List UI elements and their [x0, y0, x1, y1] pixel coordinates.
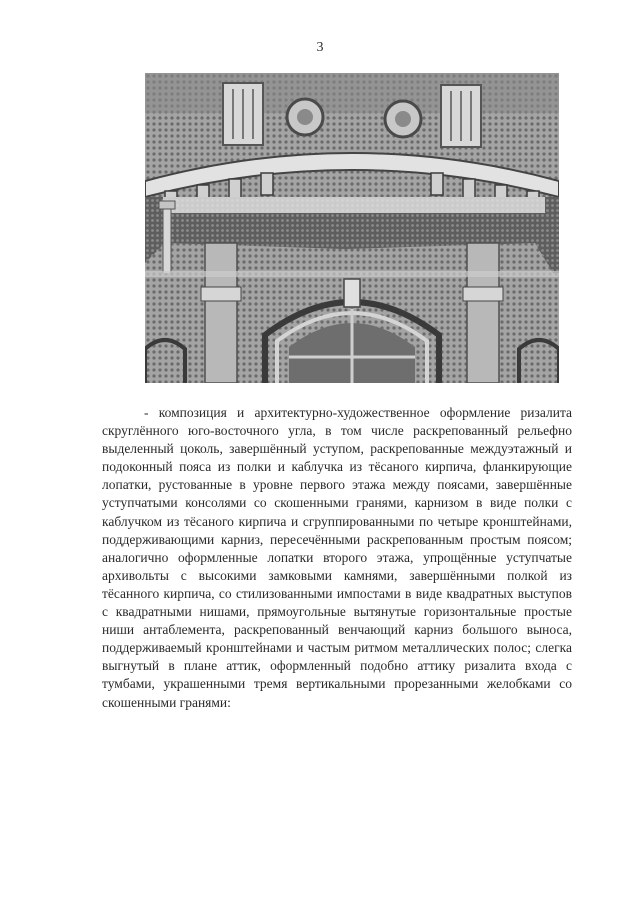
facade-photo-drawing	[145, 73, 559, 383]
body-paragraph: - композиция и архитектурно-художественное оформление ризалита скруглённого юго-восточного угла, в том числе раскрепованный рельефно выделенный цоколь, завершённый уступом, раскрепованные междуэтажный и подоконный пояса из полки и каблучка из тёсаного кирпича, фланкирующие лопатки, рустованные в уровне первого этажа между поясами, завершённые уступчатыми консолями со скошенными гранями, карнизом в виде полки с каблучком из тёсаного кирпича и сгруппированными по четыре кронштейнами, поддерживающими карниз, пересечёнными раскрепованным простым поясом; аналогично оформленные лопатки второго этажа, упрощённые уступчатые архивольты с высокими замковыми камнями, завершёнными полкой из тёсанного кирпича, со стилизованными импостами в виде квадратных выступов с квадратными нишами, прямоугольные вытянутые горизонтальные простые ниши антаблемента, раскрепованный венчающий карниз большого выноса, поддерживаемый кронштейнами и частым ритмом металлических полос; слегка выгнутый в плане аттик, оформленный подобно аттику ризалита входа с тумбами, украшенными тремя вертикальными прорезанными желобками со скошенными гранями:	[102, 405, 572, 710]
page-number: 3	[316, 40, 324, 55]
facade-photo	[145, 73, 559, 383]
